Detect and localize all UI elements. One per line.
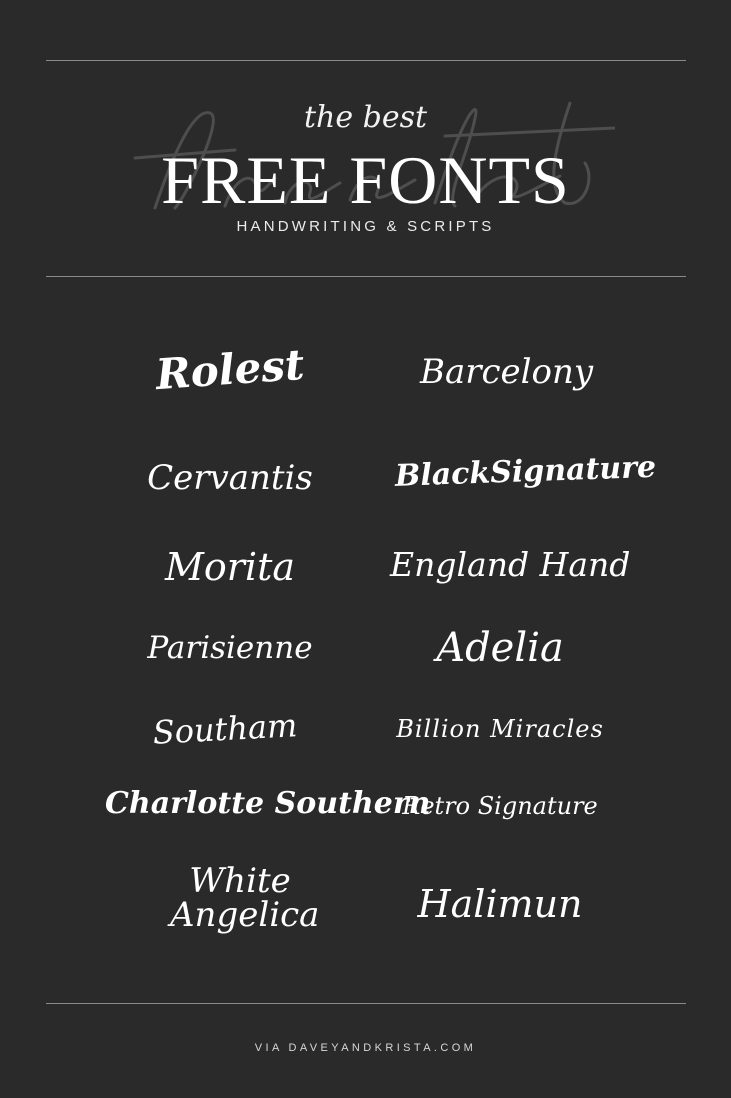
font-sample-southam: Southam [151, 706, 299, 752]
font-sample-adelia: Adelia [436, 625, 564, 671]
font-sample-retro-signature: Retro Signature [402, 792, 598, 820]
font-sample-blacksignature: BlackSignature [394, 449, 657, 494]
font-sample-cervantis: Cervantis [147, 458, 313, 498]
tagline: HANDWRITING & SCRIPTS [236, 218, 495, 235]
footer-divider [46, 1003, 686, 1004]
font-sample-england-hand: England Hand [390, 545, 631, 584]
subtitle: the best [303, 100, 428, 135]
font-sample-halimun: Halimun [417, 882, 583, 926]
page-title: FREE FONTS [161, 142, 570, 218]
font-sample-parisienne: Parisienne [147, 630, 313, 666]
font-sample-barcelony: Barcelony [420, 352, 594, 392]
header-divider [46, 276, 686, 277]
font-sample-charlotte-southern: Charlotte Southern [105, 786, 431, 821]
font-sample-rolest: Rolest [154, 339, 306, 400]
font-sample-billion-miracles: Billion Miracles [396, 715, 604, 743]
font-sample-morita: Morita [164, 545, 296, 589]
top-divider [46, 60, 686, 61]
font-sample-white-angelica: White Angelica [170, 861, 320, 935]
footer-credit: VIA DAVEYANDKRISTA.COM [254, 1042, 477, 1054]
